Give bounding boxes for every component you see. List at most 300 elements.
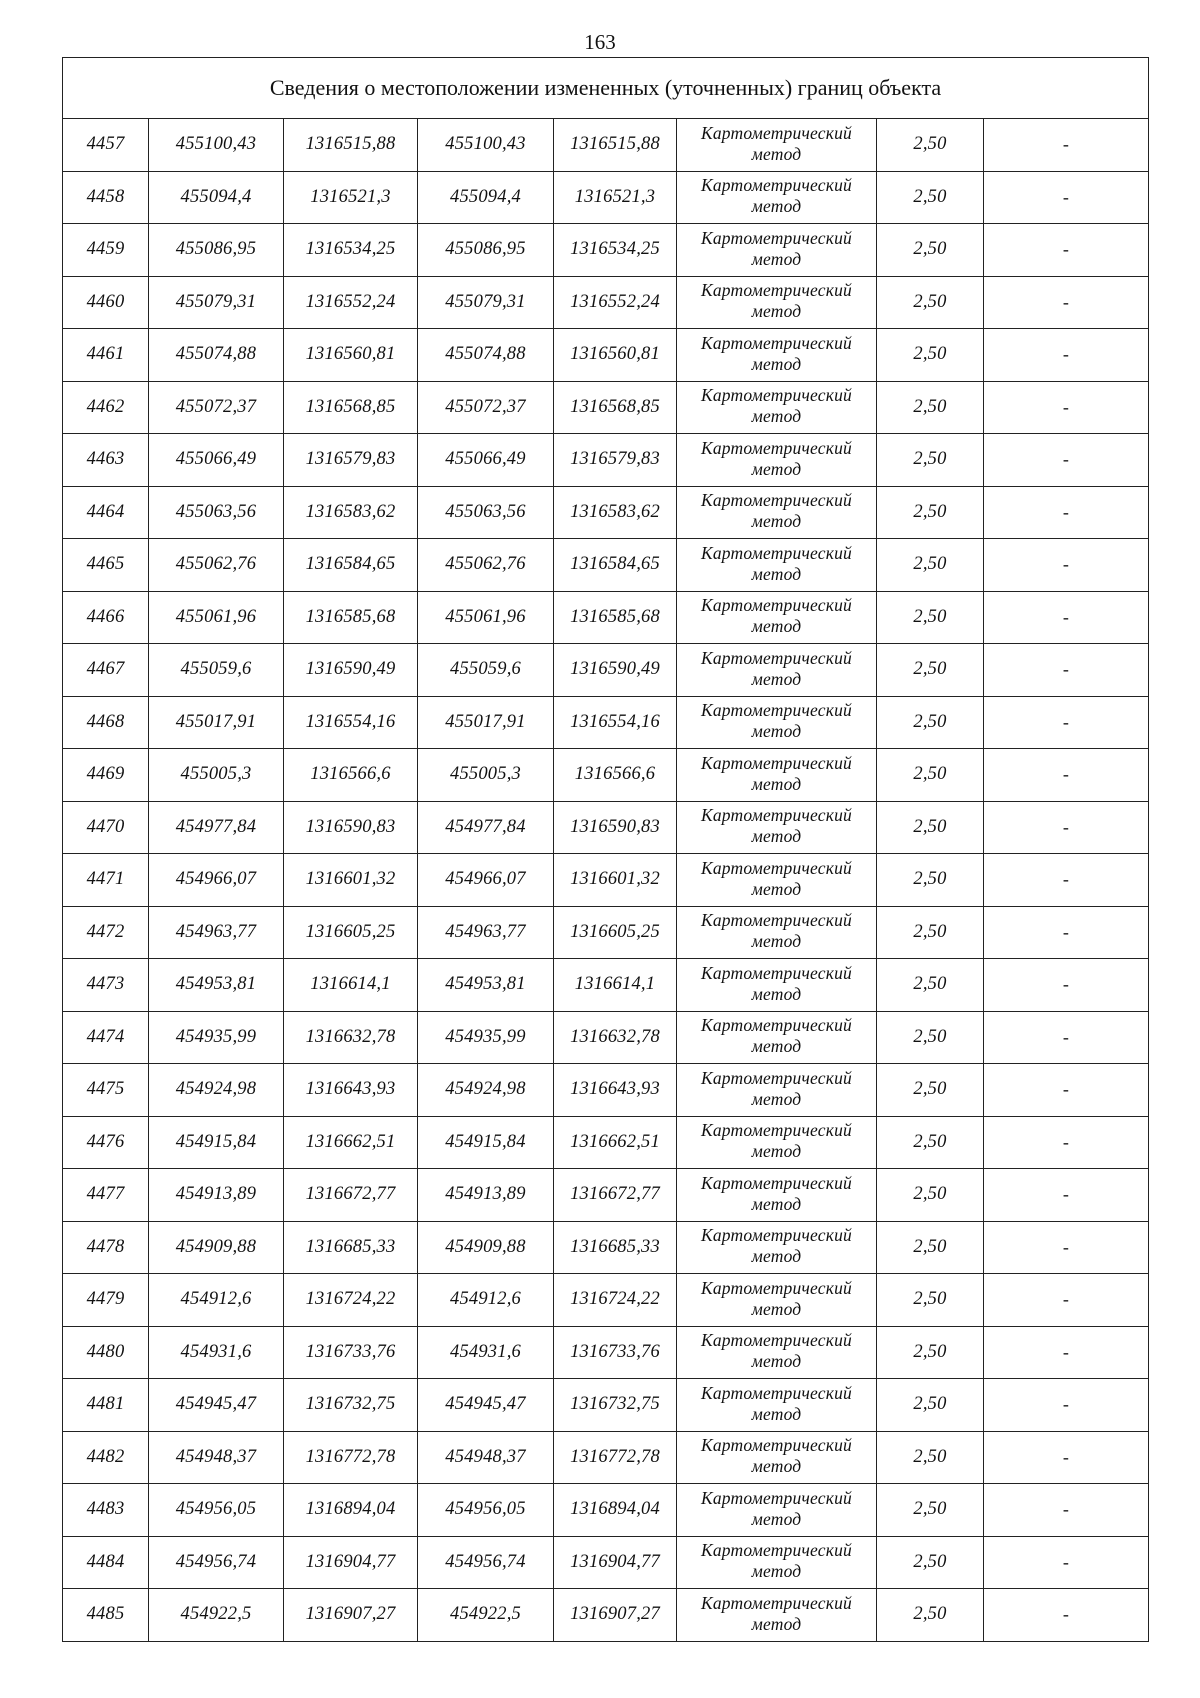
method-line-2: метод [751,458,802,479]
table-row [63,1536,1149,1589]
method-line-1: Картометрический [701,332,852,353]
cell-y-refined: 1316583,62 [554,486,677,539]
cell-accuracy: 2,50 [877,1221,984,1274]
cell-x-existing: 455086,95 [149,224,284,277]
cell-accuracy: 2,50 [877,381,984,434]
cell-y-refined: 1316568,85 [554,381,677,434]
cell-point-number: 4461 [63,329,149,382]
cell-y-refined: 1316632,78 [554,1011,677,1064]
cell-y-existing: 1316515,88 [284,119,418,172]
cell-point-number: 4466 [63,591,149,644]
cell-accuracy: 2,50 [877,1011,984,1064]
table-row [63,434,1149,487]
cell-x-refined: 455079,31 [418,276,554,329]
cell-y-refined: 1316554,16 [554,696,677,749]
cell-y-refined: 1316590,49 [554,644,677,697]
cell-y-refined: 1316907,27 [554,1589,677,1642]
cell-method [677,486,877,539]
cell-point-number: 4462 [63,381,149,434]
cell-point-number: 4460 [63,276,149,329]
method-line-2: метод [751,773,802,794]
cell-y-refined: 1316662,51 [554,1116,677,1169]
cell-point-number: 4464 [63,486,149,539]
method-line-1: Картометрический [701,1540,852,1561]
method-line-1: Картометрический [701,1487,852,1508]
cell-y-existing: 1316568,85 [284,381,418,434]
table-row [63,1326,1149,1379]
cell-point-number: 4465 [63,539,149,592]
cell-x-refined: 454915,84 [418,1116,554,1169]
cell-note: - [984,1011,1149,1064]
table-row [63,276,1149,329]
method-line-2: метод [751,1403,802,1424]
method-line-2: метод [751,143,802,164]
cell-method [677,749,877,802]
cell-point-number: 4477 [63,1169,149,1222]
cell-y-refined: 1316515,88 [554,119,677,172]
cell-x-refined: 454953,81 [418,959,554,1012]
cell-y-existing: 1316685,33 [284,1221,418,1274]
cell-x-existing: 454913,89 [149,1169,284,1222]
cell-x-refined: 454924,98 [418,1064,554,1117]
method-line-1: Картометрический [701,595,852,616]
method-line-2: метод [751,563,802,584]
cell-y-refined: 1316521,3 [554,171,677,224]
cell-accuracy: 2,50 [877,854,984,907]
cell-accuracy: 2,50 [877,959,984,1012]
cell-x-existing: 454966,07 [149,854,284,907]
cell-y-refined: 1316894,04 [554,1484,677,1537]
cell-accuracy: 2,50 [877,434,984,487]
method-line-2: метод [751,1613,802,1634]
table-row [63,696,1149,749]
table-row [63,1379,1149,1432]
cell-point-number: 4480 [63,1326,149,1379]
cell-y-existing: 1316772,78 [284,1431,418,1484]
cell-accuracy: 2,50 [877,749,984,802]
cell-y-refined: 1316560,81 [554,329,677,382]
cell-method [677,1274,877,1327]
cell-y-existing: 1316579,83 [284,434,418,487]
cell-x-refined: 455094,4 [418,171,554,224]
cell-point-number: 4482 [63,1431,149,1484]
cell-point-number: 4476 [63,1116,149,1169]
method-line-1: Картометрический [701,1120,852,1141]
method-line-1: Картометрический [701,910,852,931]
method-line-1: Картометрический [701,962,852,983]
cell-note: - [984,1431,1149,1484]
cell-point-number: 4468 [63,696,149,749]
cell-y-refined: 1316579,83 [554,434,677,487]
cell-accuracy: 2,50 [877,224,984,277]
method-line-2: метод [751,931,802,952]
cell-y-refined: 1316904,77 [554,1536,677,1589]
cell-method [677,1169,877,1222]
cell-method [677,329,877,382]
method-line-2: метод [751,1193,802,1214]
table-row [63,749,1149,802]
cell-note: - [984,119,1149,172]
cell-method [677,906,877,959]
method-line-1: Картометрический [701,280,852,301]
cell-y-existing: 1316585,68 [284,591,418,644]
cell-y-existing: 1316566,6 [284,749,418,802]
cell-x-refined: 455017,91 [418,696,554,749]
cell-x-existing: 455005,3 [149,749,284,802]
cell-method [677,119,877,172]
boundary-coordinates-table [62,57,1149,1642]
cell-accuracy: 2,50 [877,1379,984,1432]
cell-point-number: 4470 [63,801,149,854]
cell-x-existing: 455062,76 [149,539,284,592]
cell-accuracy: 2,50 [877,906,984,959]
cell-note: - [984,801,1149,854]
cell-method [677,1221,877,1274]
cell-x-existing: 455059,6 [149,644,284,697]
cell-note: - [984,749,1149,802]
cell-method [677,854,877,907]
method-line-1: Картометрический [701,490,852,511]
cell-x-refined: 454922,5 [418,1589,554,1642]
method-line-2: метод [751,826,802,847]
cell-x-refined: 454948,37 [418,1431,554,1484]
table-row [63,1064,1149,1117]
cell-note: - [984,224,1149,277]
method-line-2: метод [751,1351,802,1372]
method-line-1: Картометрический [701,1435,852,1456]
table-row [63,591,1149,644]
table-row [63,539,1149,592]
cell-method [677,1431,877,1484]
method-line-1: Картометрический [701,1592,852,1613]
method-line-1: Картометрический [701,122,852,143]
table-row [63,1011,1149,1064]
method-line-2: метод [751,353,802,374]
cell-y-existing: 1316601,32 [284,854,418,907]
cell-method [677,381,877,434]
cell-x-existing: 454956,74 [149,1536,284,1589]
table-title-row [63,58,1149,119]
table-row [63,224,1149,277]
cell-x-existing: 455074,88 [149,329,284,382]
method-line-1: Картометрический [701,805,852,826]
cell-y-refined: 1316672,77 [554,1169,677,1222]
method-line-2: метод [751,1508,802,1529]
cell-y-refined: 1316724,22 [554,1274,677,1327]
cell-x-refined: 455086,95 [418,224,554,277]
cell-note: - [984,1379,1149,1432]
cell-note: - [984,381,1149,434]
cell-accuracy: 2,50 [877,276,984,329]
cell-method [677,801,877,854]
cell-x-refined: 455059,6 [418,644,554,697]
method-line-2: метод [751,983,802,1004]
table-row [63,1221,1149,1274]
cell-accuracy: 2,50 [877,1431,984,1484]
cell-y-existing: 1316632,78 [284,1011,418,1064]
cell-note: - [984,486,1149,539]
cell-x-existing: 455072,37 [149,381,284,434]
page-number: 163 [584,30,616,54]
cell-accuracy: 2,50 [877,486,984,539]
method-line-2: метод [751,1298,802,1319]
table-row [63,644,1149,697]
cell-note: - [984,1589,1149,1642]
cell-method [677,171,877,224]
method-line-2: метод [751,668,802,689]
cell-point-number: 4474 [63,1011,149,1064]
cell-y-existing: 1316590,49 [284,644,418,697]
method-line-2: метод [751,1246,802,1267]
cell-note: - [984,171,1149,224]
cell-x-existing: 454977,84 [149,801,284,854]
cell-point-number: 4458 [63,171,149,224]
cell-note: - [984,276,1149,329]
cell-x-existing: 454922,5 [149,1589,284,1642]
cell-accuracy: 2,50 [877,539,984,592]
method-line-2: метод [751,248,802,269]
cell-point-number: 4471 [63,854,149,907]
cell-note: - [984,1169,1149,1222]
cell-method [677,959,877,1012]
cell-y-existing: 1316605,25 [284,906,418,959]
cell-y-existing: 1316554,16 [284,696,418,749]
cell-y-existing: 1316614,1 [284,959,418,1012]
cell-accuracy: 2,50 [877,696,984,749]
cell-x-refined: 454977,84 [418,801,554,854]
cell-x-refined: 455063,56 [418,486,554,539]
method-line-2: метод [751,511,802,532]
cell-y-existing: 1316662,51 [284,1116,418,1169]
cell-accuracy: 2,50 [877,801,984,854]
cell-x-existing: 455017,91 [149,696,284,749]
cell-x-existing: 454945,47 [149,1379,284,1432]
method-line-1: Картометрический [701,1225,852,1246]
cell-point-number: 4457 [63,119,149,172]
cell-y-refined: 1316601,32 [554,854,677,907]
cell-x-existing: 454915,84 [149,1116,284,1169]
cell-accuracy: 2,50 [877,329,984,382]
cell-note: - [984,959,1149,1012]
cell-point-number: 4472 [63,906,149,959]
cell-accuracy: 2,50 [877,119,984,172]
cell-x-existing: 455066,49 [149,434,284,487]
cell-x-refined: 454931,6 [418,1326,554,1379]
cell-y-existing: 1316590,83 [284,801,418,854]
cell-point-number: 4473 [63,959,149,1012]
cell-y-refined: 1316590,83 [554,801,677,854]
cell-y-existing: 1316552,24 [284,276,418,329]
table-row [63,381,1149,434]
cell-note: - [984,1221,1149,1274]
method-line-1: Картометрический [701,542,852,563]
method-line-2: метод [751,1561,802,1582]
cell-note: - [984,1274,1149,1327]
cell-y-refined: 1316605,25 [554,906,677,959]
cell-method [677,1116,877,1169]
cell-y-existing: 1316894,04 [284,1484,418,1537]
method-line-1: Картометрический [701,752,852,773]
cell-y-existing: 1316643,93 [284,1064,418,1117]
method-line-1: Картометрический [701,437,852,458]
table-row [63,801,1149,854]
cell-y-refined: 1316685,33 [554,1221,677,1274]
cell-point-number: 4467 [63,644,149,697]
method-line-2: метод [751,878,802,899]
cell-x-refined: 454956,05 [418,1484,554,1537]
cell-y-refined: 1316552,24 [554,276,677,329]
cell-note: - [984,591,1149,644]
cell-note: - [984,644,1149,697]
cell-y-existing: 1316733,76 [284,1326,418,1379]
table-row [63,1431,1149,1484]
cell-x-existing: 455061,96 [149,591,284,644]
method-line-1: Картометрический [701,857,852,878]
cell-x-refined: 455062,76 [418,539,554,592]
cell-method [677,1379,877,1432]
cell-accuracy: 2,50 [877,644,984,697]
cell-note: - [984,1064,1149,1117]
cell-method [677,1536,877,1589]
cell-y-existing: 1316583,62 [284,486,418,539]
method-line-2: метод [751,616,802,637]
cell-method [677,644,877,697]
cell-y-refined: 1316732,75 [554,1379,677,1432]
cell-x-existing: 454948,37 [149,1431,284,1484]
cell-x-refined: 455061,96 [418,591,554,644]
table-row [63,1274,1149,1327]
cell-note: - [984,906,1149,959]
method-line-2: метод [751,1036,802,1057]
cell-y-refined: 1316584,65 [554,539,677,592]
cell-y-existing: 1316672,77 [284,1169,418,1222]
table-row [63,1484,1149,1537]
cell-method [677,539,877,592]
cell-x-refined: 455074,88 [418,329,554,382]
table-row [63,1169,1149,1222]
cell-x-refined: 455072,37 [418,381,554,434]
table-title: Сведения о местоположении измененных (уточненных) границ объекта [63,58,1149,119]
cell-point-number: 4459 [63,224,149,277]
cell-method [677,591,877,644]
table-row [63,906,1149,959]
cell-method [677,434,877,487]
method-line-1: Картометрический [701,1330,852,1351]
cell-x-existing: 454912,6 [149,1274,284,1327]
cell-method [677,1064,877,1117]
cell-point-number: 4484 [63,1536,149,1589]
method-line-2: метод [751,301,802,322]
cell-x-refined: 454956,74 [418,1536,554,1589]
cell-point-number: 4469 [63,749,149,802]
cell-x-refined: 454966,07 [418,854,554,907]
cell-point-number: 4481 [63,1379,149,1432]
table-row [63,329,1149,382]
method-line-2: метод [751,406,802,427]
method-line-1: Картометрический [701,175,852,196]
cell-y-existing: 1316904,77 [284,1536,418,1589]
cell-y-refined: 1316772,78 [554,1431,677,1484]
cell-y-existing: 1316560,81 [284,329,418,382]
cell-x-existing: 454963,77 [149,906,284,959]
cell-y-refined: 1316614,1 [554,959,677,1012]
method-line-1: Картометрический [701,1015,852,1036]
cell-point-number: 4479 [63,1274,149,1327]
cell-y-refined: 1316534,25 [554,224,677,277]
table-row [63,1116,1149,1169]
cell-note: - [984,329,1149,382]
cell-accuracy: 2,50 [877,591,984,644]
table-row [63,171,1149,224]
cell-x-refined: 454912,6 [418,1274,554,1327]
cell-x-existing: 454935,99 [149,1011,284,1064]
cell-method [677,224,877,277]
cell-y-refined: 1316643,93 [554,1064,677,1117]
cell-y-refined: 1316733,76 [554,1326,677,1379]
method-line-2: метод [751,1456,802,1477]
cell-note: - [984,434,1149,487]
cell-x-refined: 455005,3 [418,749,554,802]
table-row [63,854,1149,907]
cell-x-existing: 455094,4 [149,171,284,224]
cell-method [677,276,877,329]
cell-y-refined: 1316585,68 [554,591,677,644]
cell-accuracy: 2,50 [877,1064,984,1117]
table-row [63,959,1149,1012]
cell-y-existing: 1316732,75 [284,1379,418,1432]
method-line-1: Картометрический [701,1172,852,1193]
method-line-1: Картометрический [701,385,852,406]
table-row [63,486,1149,539]
method-line-1: Картометрический [701,227,852,248]
cell-note: - [984,1326,1149,1379]
cell-x-existing: 455063,56 [149,486,284,539]
cell-x-refined: 454963,77 [418,906,554,959]
method-line-1: Картометрический [701,1067,852,1088]
cell-x-refined: 454913,89 [418,1169,554,1222]
cell-x-refined: 455100,43 [418,119,554,172]
cell-point-number: 4475 [63,1064,149,1117]
cell-method [677,1484,877,1537]
cell-x-refined: 454935,99 [418,1011,554,1064]
method-line-1: Картометрический [701,700,852,721]
cell-accuracy: 2,50 [877,1274,984,1327]
cell-note: - [984,1484,1149,1537]
cell-y-existing: 1316521,3 [284,171,418,224]
table-row [63,119,1149,172]
method-line-1: Картометрический [701,647,852,668]
cell-x-refined: 454909,88 [418,1221,554,1274]
cell-accuracy: 2,50 [877,1326,984,1379]
cell-x-refined: 454945,47 [418,1379,554,1432]
cell-x-refined: 455066,49 [418,434,554,487]
method-line-2: метод [751,196,802,217]
cell-point-number: 4463 [63,434,149,487]
table-row [63,1589,1149,1642]
cell-y-refined: 1316566,6 [554,749,677,802]
cell-method [677,696,877,749]
cell-accuracy: 2,50 [877,171,984,224]
cell-point-number: 4483 [63,1484,149,1537]
cell-method [677,1011,877,1064]
cell-x-existing: 454931,6 [149,1326,284,1379]
cell-y-existing: 1316907,27 [284,1589,418,1642]
method-line-2: метод [751,1141,802,1162]
cell-accuracy: 2,50 [877,1589,984,1642]
method-line-1: Картометрический [701,1382,852,1403]
cell-note: - [984,539,1149,592]
cell-y-existing: 1316584,65 [284,539,418,592]
